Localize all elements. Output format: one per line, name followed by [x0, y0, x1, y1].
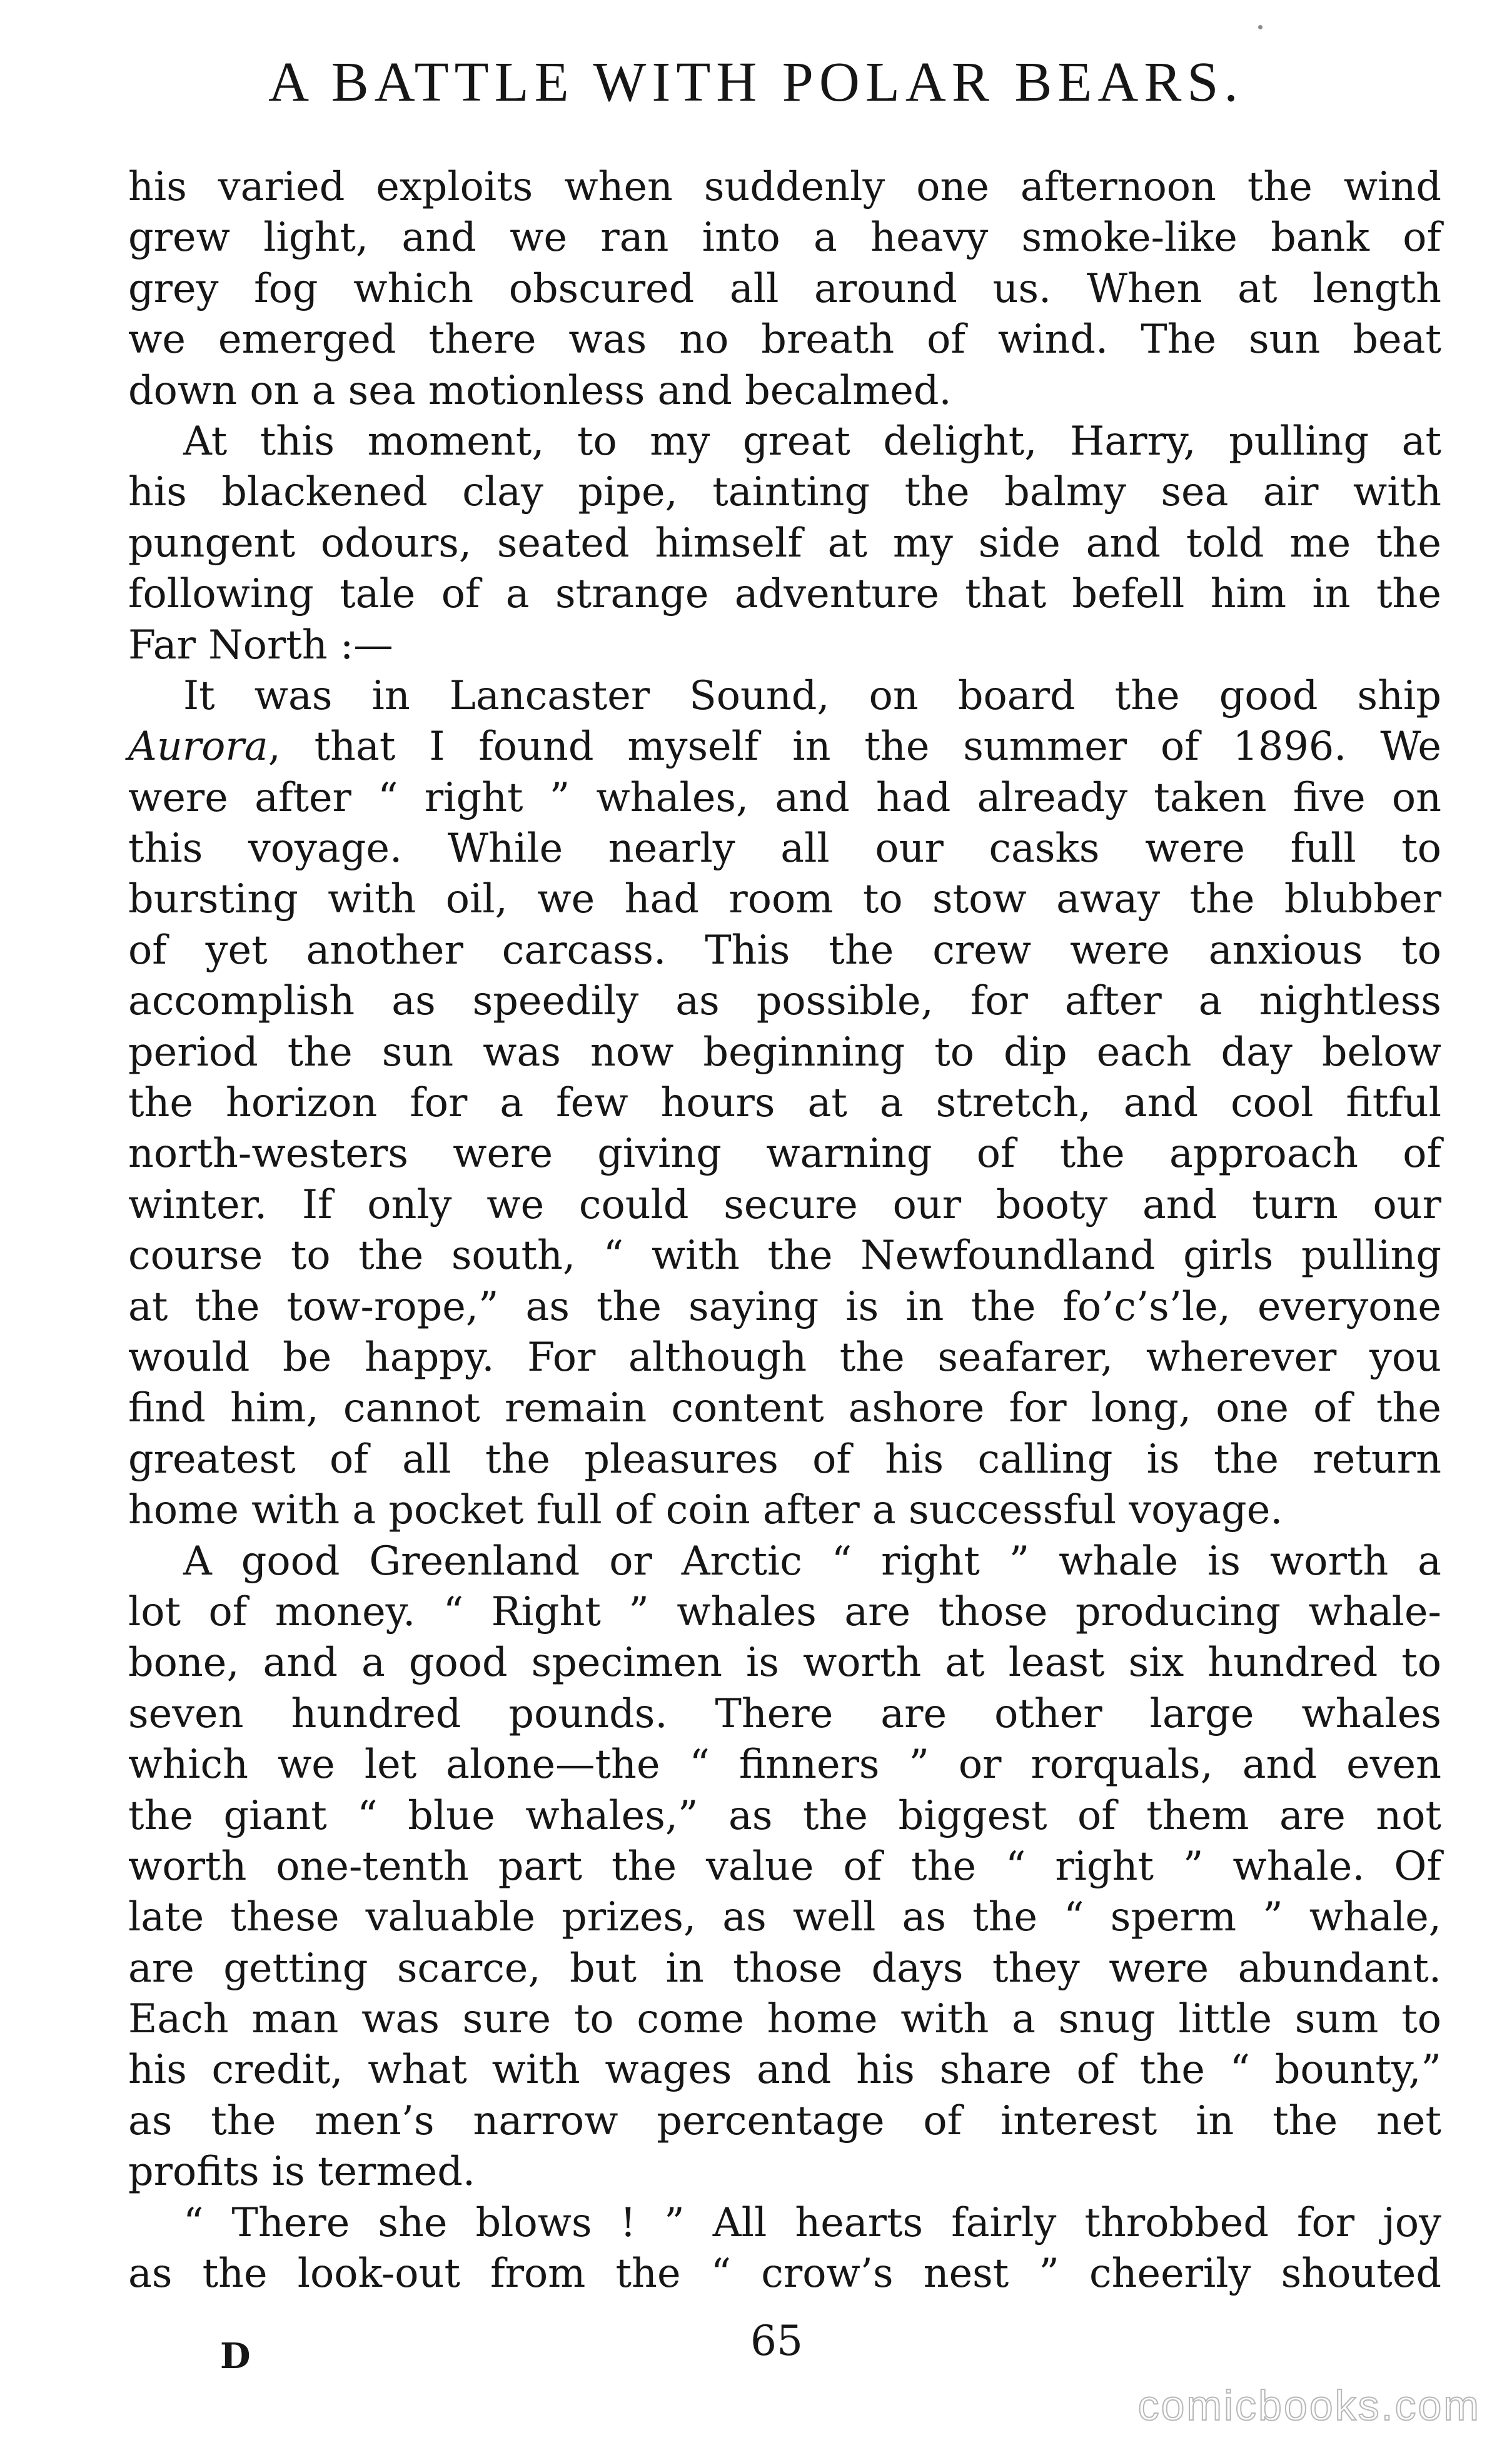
text-line: It was in Lancaster Sound, on board the good ship	[183, 672, 1441, 718]
text-line: pungent odours, seated himself at my side and told me the	[128, 519, 1441, 566]
text-line: bone, and a good specimen is worth at least six hundred to	[128, 1639, 1441, 1686]
text-line: worth one-tenth part the value of the “ right ” whale. Of	[128, 1842, 1441, 1889]
text-line: of yet another carcass. This the crew were anxious to	[128, 926, 1441, 973]
print-speck	[1258, 25, 1263, 29]
text-line: period the sun was now beginning to dip each day below	[128, 1028, 1441, 1075]
text-line: greatest of all the pleasures of his calling is the return	[128, 1435, 1441, 1482]
text-line: which we let alone—the “ finners ” or rorquals, and even	[128, 1741, 1441, 1788]
text-line: A good Greenland or Arctic “ right ” whale is worth a	[183, 1537, 1441, 1584]
text-line: At this moment, to my great delight, Harry, pulling at	[183, 417, 1441, 464]
text-line: the giant “ blue whales,” as the biggest of them are not	[128, 1792, 1441, 1838]
text-line: grey fog which obscured all around us. When at length	[128, 265, 1441, 311]
text-line: the horizon for a few hours at a stretch, and cool fitful	[128, 1079, 1441, 1126]
page-number: 65	[750, 2317, 803, 2365]
text-line: course to the south, “ with the Newfoundland girls pulling	[128, 1232, 1441, 1279]
text-line: seven hundred pounds. There are other large whales	[128, 1690, 1441, 1737]
text-line: we emerged there was no breath of wind. The sun beat	[128, 316, 1441, 363]
text-line: Each man was sure to come home with a snug little sum to	[128, 1995, 1441, 2042]
text-line: his credit, what with wages and his share of the “ bounty,”	[128, 2046, 1441, 2093]
text-line: profits is termed.	[128, 2148, 476, 2195]
text-line: north-westers were giving warning of the approach of	[128, 1130, 1441, 1177]
text-line: Far North :—	[128, 621, 393, 668]
body-text	[128, 161, 1441, 2299]
text-line: late these valuable prizes, as well as the “ sperm ” whale,	[128, 1893, 1441, 1940]
text-line: lot of money. “ Right ” whales are those producing whale-	[128, 1588, 1441, 1635]
text-line: at the tow-rope,” as the saying is in the fo’c’s’le, everyone	[128, 1283, 1441, 1329]
text-line: Aurora, that I found myself in the summer of 1896. We	[128, 723, 1441, 770]
text-line: grew light, and we ran into a heavy smoke-like bank of	[128, 214, 1441, 261]
text-line: following tale of a strange adventure that befell him in the	[128, 570, 1441, 617]
page-title: A BATTLE WITH POLAR BEARS.	[268, 51, 1244, 113]
text-line: bursting with oil, we had room to stow away the blubber	[128, 875, 1441, 922]
text-line: would be happy. For although the seafarer, wherever you	[128, 1333, 1441, 1380]
text-line: winter. If only we could secure our booty and turn our	[128, 1181, 1441, 1228]
ship-name: Aurora	[128, 723, 268, 770]
text-line: find him, cannot remain content ashore for long, one of the	[128, 1384, 1441, 1431]
text-line: home with a pocket full of coin after a successful voyage.	[128, 1486, 1283, 1533]
text-line: “ There she blows ! ” All hearts fairly throbbed for joy	[183, 2199, 1441, 2246]
text-line: accomplish as speedily as possible, for after a nightless	[128, 977, 1441, 1024]
text-line: as the men’s narrow percentage of interest in the net	[128, 2097, 1441, 2144]
text-line: his varied exploits when suddenly one afternoon the wind	[128, 163, 1441, 209]
text-line: as the look-out from the “ crow’s nest ” cheerily shouted	[128, 2250, 1441, 2297]
text-line: this voyage. While nearly all our casks were full to	[128, 825, 1441, 872]
signature-mark: D	[220, 2336, 251, 2377]
watermark: comicbooks.com	[1137, 2382, 1481, 2429]
text-line: his blackened clay pipe, tainting the balmy sea air with	[128, 468, 1441, 515]
text-line: down on a sea motionless and becalmed.	[128, 366, 952, 413]
text-line: are getting scarce, but in those days they were abundant.	[128, 1944, 1441, 1991]
text-line: were after “ right ” whales, and had already taken five on	[128, 774, 1441, 820]
